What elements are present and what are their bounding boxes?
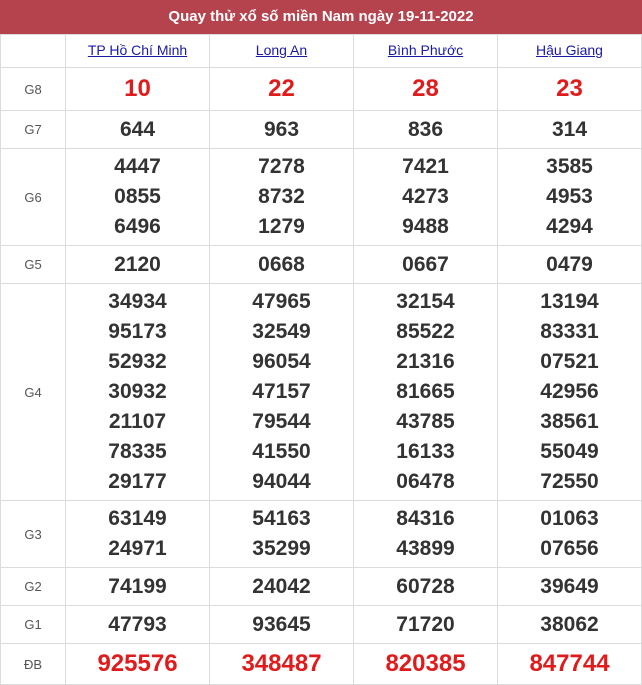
corner-cell (1, 35, 66, 68)
province-link-binh-phuoc[interactable]: Bình Phước (387, 42, 464, 58)
prize-number: 95173 (108, 320, 167, 343)
prize-label: G2 (1, 568, 66, 606)
prize-cell (498, 284, 642, 501)
prize-number: 32154 (396, 290, 455, 313)
prize-cell (210, 149, 354, 246)
prize-number: 71720 (396, 612, 455, 636)
prize-cell (498, 568, 642, 606)
prize-cell (210, 111, 354, 149)
prize-number: 314 (551, 117, 588, 141)
prize-label: G4 (1, 284, 66, 501)
prize-number: 41550 (252, 440, 311, 463)
prize-cell (354, 501, 498, 568)
prize-label: G1 (1, 606, 66, 644)
prize-cell (354, 68, 498, 111)
prize-number: 925576 (97, 650, 178, 677)
prize-cell (66, 501, 210, 568)
prize-cell (66, 568, 210, 606)
prize-number: 24042 (252, 574, 311, 598)
prize-number: 847744 (529, 650, 610, 677)
prize-number: 85522 (396, 320, 455, 343)
prize-cell (66, 606, 210, 644)
prize-number: 0855 (114, 185, 161, 208)
prize-cell (210, 644, 354, 685)
prize-label: ĐB (1, 644, 66, 685)
prize-cell (354, 568, 498, 606)
prize-cell (210, 568, 354, 606)
prize-number: 7421 (402, 155, 449, 178)
prize-number: 1279 (258, 215, 305, 238)
prize-number: 4294 (546, 215, 593, 238)
prize-label: G6 (1, 149, 66, 246)
prize-number: 60728 (396, 574, 455, 598)
prize-cell (354, 246, 498, 284)
prize-number: 21316 (396, 350, 455, 373)
page-title: Quay thử xổ số miền Nam ngày 19-11-2022 (0, 0, 642, 34)
prize-cell (498, 246, 642, 284)
prize-number: 43899 (396, 537, 455, 560)
prize-cell (210, 606, 354, 644)
prize-number: 28 (412, 75, 439, 102)
province-header-row (1, 35, 642, 68)
prize-cell (354, 111, 498, 149)
prize-number: 93645 (252, 612, 311, 636)
prize-cell (210, 501, 354, 568)
prize-cell (498, 149, 642, 246)
province-link-hcm[interactable]: TP Hồ Chí Minh (87, 42, 188, 58)
prize-number: 34934 (108, 290, 167, 313)
prize-label: G5 (1, 246, 66, 284)
prize-number: 4953 (546, 185, 593, 208)
prize-number: 54163 (252, 507, 311, 530)
prize-number: 32549 (252, 320, 311, 343)
prize-row-g8 (1, 68, 642, 111)
prize-row-g4 (1, 284, 642, 501)
prize-number: 74199 (108, 574, 167, 598)
prize-number: 81665 (396, 380, 455, 403)
prize-cell (354, 644, 498, 685)
prize-row-g1 (1, 606, 642, 644)
province-header (354, 35, 498, 68)
prize-number: 72550 (540, 470, 599, 493)
province-header (498, 35, 642, 68)
prize-number: 9488 (402, 215, 449, 238)
prize-number: 23 (556, 75, 583, 102)
prize-number: 2120 (114, 252, 161, 276)
prize-number: 38561 (540, 410, 599, 433)
prize-cell (354, 284, 498, 501)
prize-number: 52932 (108, 350, 167, 373)
prize-cell (66, 284, 210, 501)
prize-cell (210, 246, 354, 284)
prize-number: 42956 (540, 380, 599, 403)
prize-cell (354, 606, 498, 644)
province-link-long-an[interactable]: Long An (255, 42, 308, 58)
prize-number: 29177 (108, 470, 167, 493)
prize-number: 7278 (258, 155, 305, 178)
prize-row-g2 (1, 568, 642, 606)
prize-number: 13194 (540, 290, 599, 313)
lottery-results-table (0, 34, 642, 685)
prize-cell (66, 111, 210, 149)
prize-label: G7 (1, 111, 66, 149)
prize-number: 0479 (546, 252, 593, 276)
prize-number: 96054 (252, 350, 311, 373)
prize-label: G3 (1, 501, 66, 568)
prize-number: 06478 (396, 470, 455, 493)
prize-cell (210, 68, 354, 111)
prize-number: 79544 (252, 410, 311, 433)
prize-row-g6 (1, 149, 642, 246)
prize-number: 21107 (108, 410, 167, 433)
prize-number: 0668 (258, 252, 305, 276)
prize-number: 8732 (258, 185, 305, 208)
prize-label: G8 (1, 68, 66, 111)
prize-row-g3 (1, 501, 642, 568)
prize-cell (354, 149, 498, 246)
prize-number: 0667 (402, 252, 449, 276)
prize-number: 836 (407, 117, 444, 141)
prize-number: 644 (119, 117, 156, 141)
prize-number: 07521 (540, 350, 599, 373)
prize-number: 63149 (108, 507, 167, 530)
prize-number: 3585 (546, 155, 593, 178)
prize-cell (498, 111, 642, 149)
prize-number: 963 (263, 117, 300, 141)
prize-number: 39649 (540, 574, 599, 598)
prize-cell (66, 246, 210, 284)
prize-cell (210, 284, 354, 501)
prize-number: 10 (124, 75, 151, 102)
prize-cell (66, 644, 210, 685)
prize-number: 6496 (114, 215, 161, 238)
province-header (66, 35, 210, 68)
prize-number: 07656 (540, 537, 599, 560)
prize-cell (66, 149, 210, 246)
prize-number: 4447 (114, 155, 161, 178)
prize-number: 47157 (252, 380, 311, 403)
prize-number: 47965 (252, 290, 311, 313)
prize-cell (498, 606, 642, 644)
prize-cell (498, 644, 642, 685)
province-header (210, 35, 354, 68)
prize-number: 16133 (396, 440, 455, 463)
prize-cell (66, 68, 210, 111)
prize-number: 01063 (540, 507, 599, 530)
prize-number: 55049 (540, 440, 599, 463)
prize-number: 35299 (252, 537, 311, 560)
prize-number: 84316 (396, 507, 455, 530)
prize-number: 22 (268, 75, 295, 102)
prize-row-g5 (1, 246, 642, 284)
prize-row-db (1, 644, 642, 685)
prize-number: 47793 (108, 612, 167, 636)
prize-number: 78335 (108, 440, 167, 463)
prize-cell (498, 501, 642, 568)
prize-number: 24971 (108, 537, 167, 560)
prize-number: 348487 (241, 650, 322, 677)
prize-number: 820385 (385, 650, 466, 677)
province-link-hau-giang[interactable]: Hậu Giang (536, 42, 603, 58)
prize-cell (498, 68, 642, 111)
prize-number: 30932 (108, 380, 167, 403)
prize-number: 38062 (540, 612, 599, 636)
prize-row-g7 (1, 111, 642, 149)
prize-number: 4273 (402, 185, 449, 208)
prize-number: 94044 (252, 470, 311, 493)
prize-number: 43785 (396, 410, 455, 433)
prize-number: 83331 (540, 320, 599, 343)
